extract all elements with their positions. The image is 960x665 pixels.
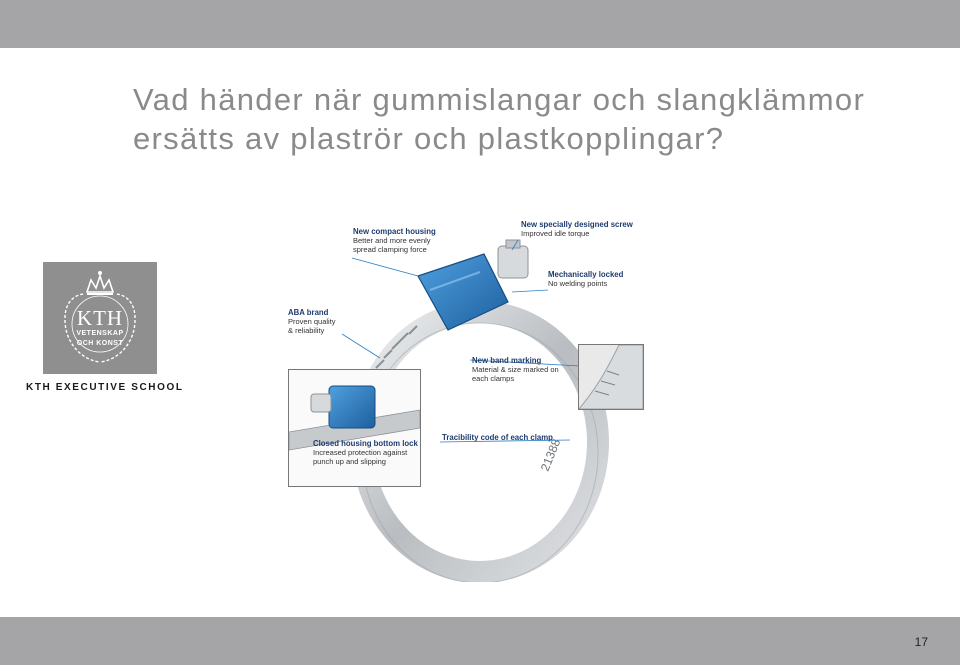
- callout-brand-heading: ABA brand: [288, 308, 329, 317]
- callout-marking: [472, 356, 559, 383]
- title-line-1: Vad händer när gummislangar och slangklämmor: [133, 82, 866, 117]
- callout-screw-heading: New specially designed screw: [521, 220, 633, 229]
- callout-bottom-lock: [313, 439, 418, 466]
- callout-housing-line-2: spread clamping force: [353, 245, 427, 254]
- school-name: KTH EXECUTIVE SCHOOL: [26, 382, 184, 393]
- callout-brand: [288, 308, 336, 335]
- callout-marking-heading: New band marking: [472, 356, 542, 365]
- callout-housing-line-1: Better and more evenly: [353, 236, 431, 245]
- callout-housing: [353, 227, 436, 254]
- band-marking-detail-icon: [579, 345, 643, 409]
- logo-motto-line-1: VETENSKAP: [76, 330, 124, 337]
- logo-motto-line-2: OCH KONST: [76, 340, 124, 347]
- callout-bottom-heading: Closed housing bottom lock: [313, 439, 418, 448]
- callout-trace: [442, 433, 553, 442]
- inset-bottom-lock: [288, 369, 421, 487]
- inset-band-marking: [578, 344, 644, 410]
- title-line-2: ersätts av plaströr och plastkopplingar?: [133, 121, 725, 156]
- callout-brand-line-1: Proven quality: [288, 317, 336, 326]
- callout-screw: [521, 220, 633, 238]
- hose-clamp-illustration: [280, 210, 650, 582]
- top-bar: [0, 0, 960, 48]
- callout-trace-heading: Tracibility code of each clamp: [442, 433, 553, 442]
- callout-brand-line-2: & reliability: [288, 326, 325, 335]
- logo-wordmark: KTH: [76, 306, 124, 330]
- callout-marking-line-2: each clamps: [472, 374, 515, 383]
- callout-locked-heading: Mechanically locked: [548, 270, 624, 279]
- page-number: 17: [914, 635, 928, 649]
- callout-screw-line-1: Improved idle torque: [521, 229, 590, 238]
- callout-locked: [548, 270, 623, 288]
- callout-bottom-line-2: punch up and slipping: [313, 457, 386, 466]
- callout-marking-line-1: Material & size marked on: [472, 365, 559, 374]
- bottom-lock-detail-icon: [289, 370, 420, 486]
- kth-logo: [43, 262, 157, 374]
- callout-locked-line-1: No welding points: [548, 279, 608, 288]
- bottom-bar: [0, 617, 960, 665]
- callout-housing-heading: New compact housing: [353, 227, 436, 236]
- band-code-text: 21388: [537, 436, 564, 474]
- callout-bottom-line-1: Increased protection against: [313, 448, 408, 457]
- slide-title: [133, 80, 953, 158]
